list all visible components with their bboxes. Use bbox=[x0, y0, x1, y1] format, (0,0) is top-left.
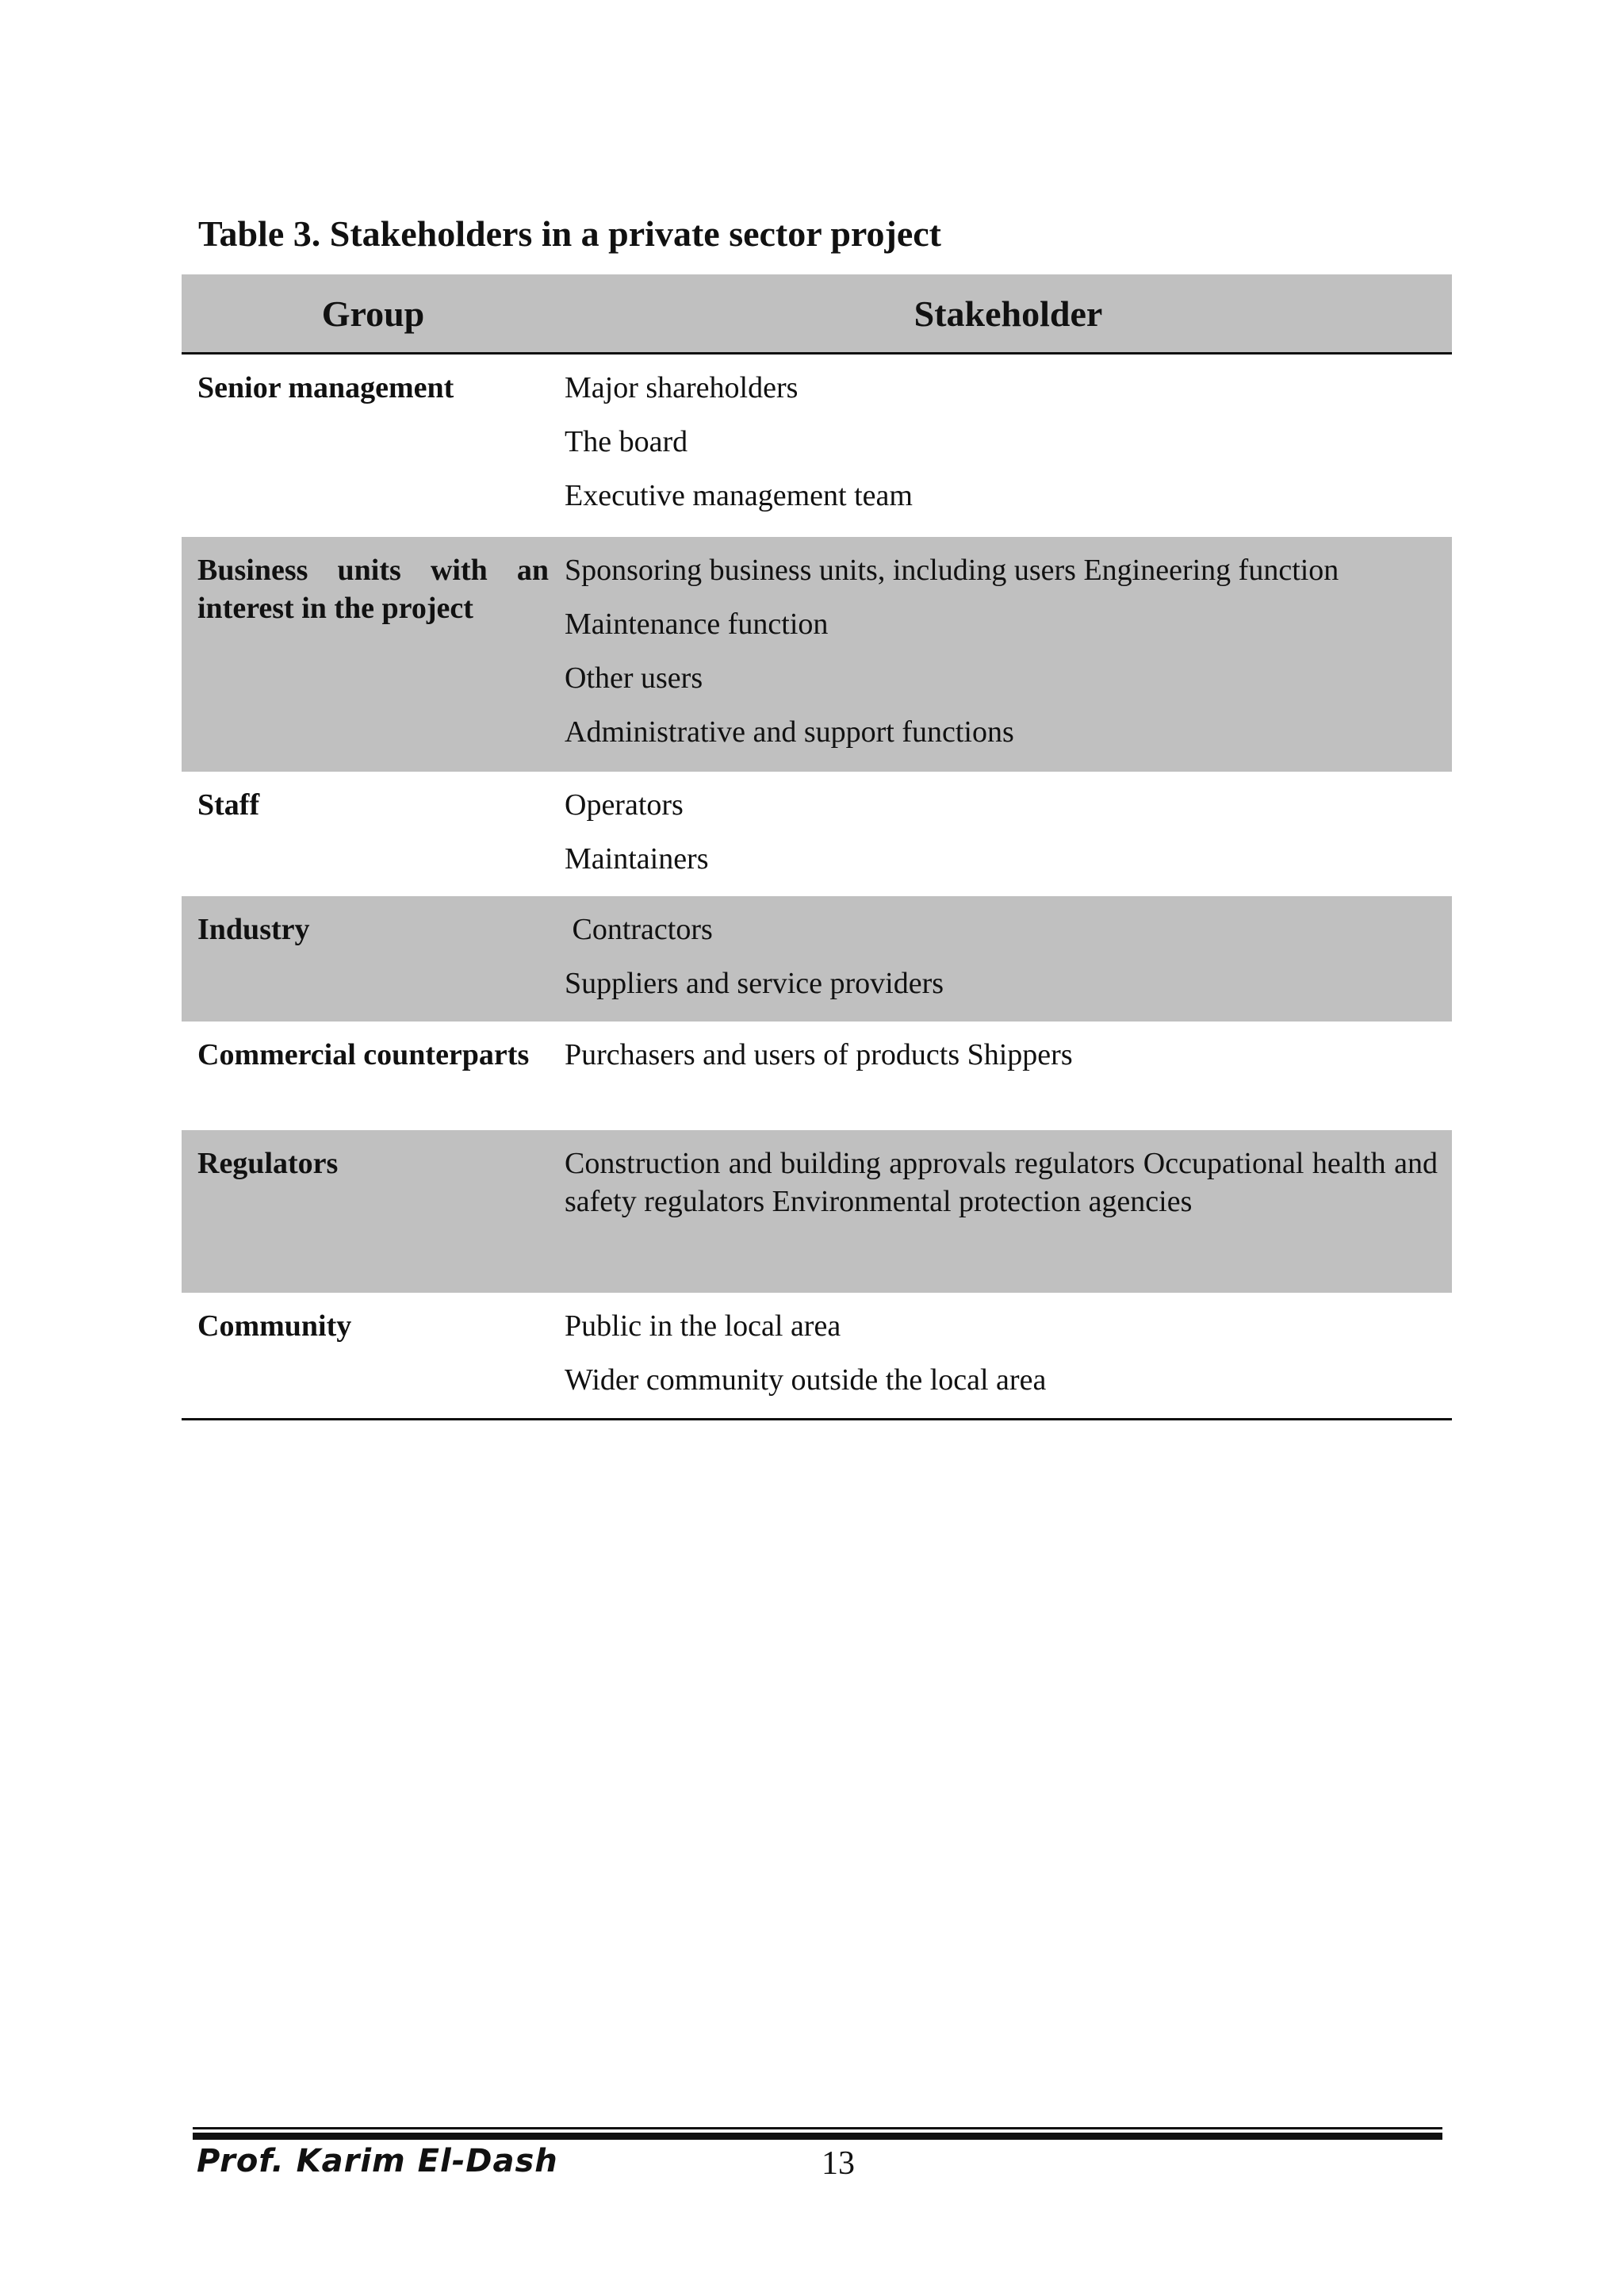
footer-rule bbox=[193, 2127, 1442, 2140]
stakeholder-item: Major shareholders bbox=[565, 371, 799, 404]
table-row bbox=[182, 354, 1452, 537]
group-cell: Business units with an interest in the project bbox=[182, 537, 565, 772]
table-header-row bbox=[182, 274, 1452, 354]
stakeholder-item: Purchasers and users of products Shippers bbox=[565, 1037, 1073, 1071]
stakeholder-item: Maintenance function bbox=[565, 607, 829, 641]
stakeholder-item: Wider community outside the local area bbox=[565, 1363, 1047, 1397]
table-row bbox=[182, 1022, 1452, 1130]
footer-author: Prof. Karim El-Dash bbox=[197, 2143, 558, 2179]
stakeholder-item: Public in the local area bbox=[565, 1309, 841, 1343]
group-cell: Commercial counterparts bbox=[197, 1037, 530, 1071]
table-row bbox=[182, 772, 1452, 896]
table-row bbox=[182, 537, 1452, 772]
group-cell: Industry bbox=[182, 896, 565, 1022]
table-row bbox=[182, 1130, 1452, 1293]
group-cell: Staff bbox=[197, 788, 260, 822]
stakeholder-cell bbox=[565, 896, 1452, 1022]
stakeholder-item: The board bbox=[565, 425, 688, 458]
stakeholder-item: Sponsoring business units, including users Engineering function bbox=[565, 553, 1339, 587]
stakeholder-item: Contractors bbox=[565, 912, 713, 946]
stakeholder-item: Other users bbox=[565, 661, 703, 695]
stakeholder-cell bbox=[565, 1293, 1452, 1420]
stakeholder-cell bbox=[565, 354, 1452, 537]
footer-rule-thick bbox=[193, 2133, 1442, 2140]
stakeholder-cell bbox=[565, 1130, 1452, 1293]
group-cell: Regulators bbox=[182, 1130, 565, 1293]
group-cell: Senior management bbox=[197, 371, 454, 404]
stakeholder-item: Operators bbox=[565, 788, 684, 822]
stakeholder-item: Executive management team bbox=[565, 479, 913, 512]
header-group: Group bbox=[182, 274, 565, 354]
header-stakeholder: Stakeholder bbox=[565, 274, 1452, 354]
stakeholder-item: Maintainers bbox=[565, 841, 709, 876]
table-row bbox=[182, 896, 1452, 1022]
stakeholder-cell bbox=[565, 772, 1452, 896]
page-number: 13 bbox=[822, 2145, 855, 2182]
stakeholders-table bbox=[182, 274, 1452, 1420]
stakeholder-cell bbox=[565, 537, 1452, 772]
stakeholder-item: Administrative and support functions bbox=[565, 715, 1014, 749]
stakeholder-item: Suppliers and service providers bbox=[565, 966, 944, 1000]
stakeholder-cell bbox=[565, 1022, 1452, 1130]
stakeholder-item: Construction and building approvals regulators Occupational health and safety regulators Environmental protection agencies bbox=[565, 1146, 1438, 1218]
table-row bbox=[182, 1293, 1452, 1420]
footer-rule-thin bbox=[193, 2127, 1442, 2129]
table-caption: Table 3. Stakeholders in a private sector project bbox=[198, 213, 941, 254]
group-cell: Community bbox=[182, 1293, 565, 1420]
